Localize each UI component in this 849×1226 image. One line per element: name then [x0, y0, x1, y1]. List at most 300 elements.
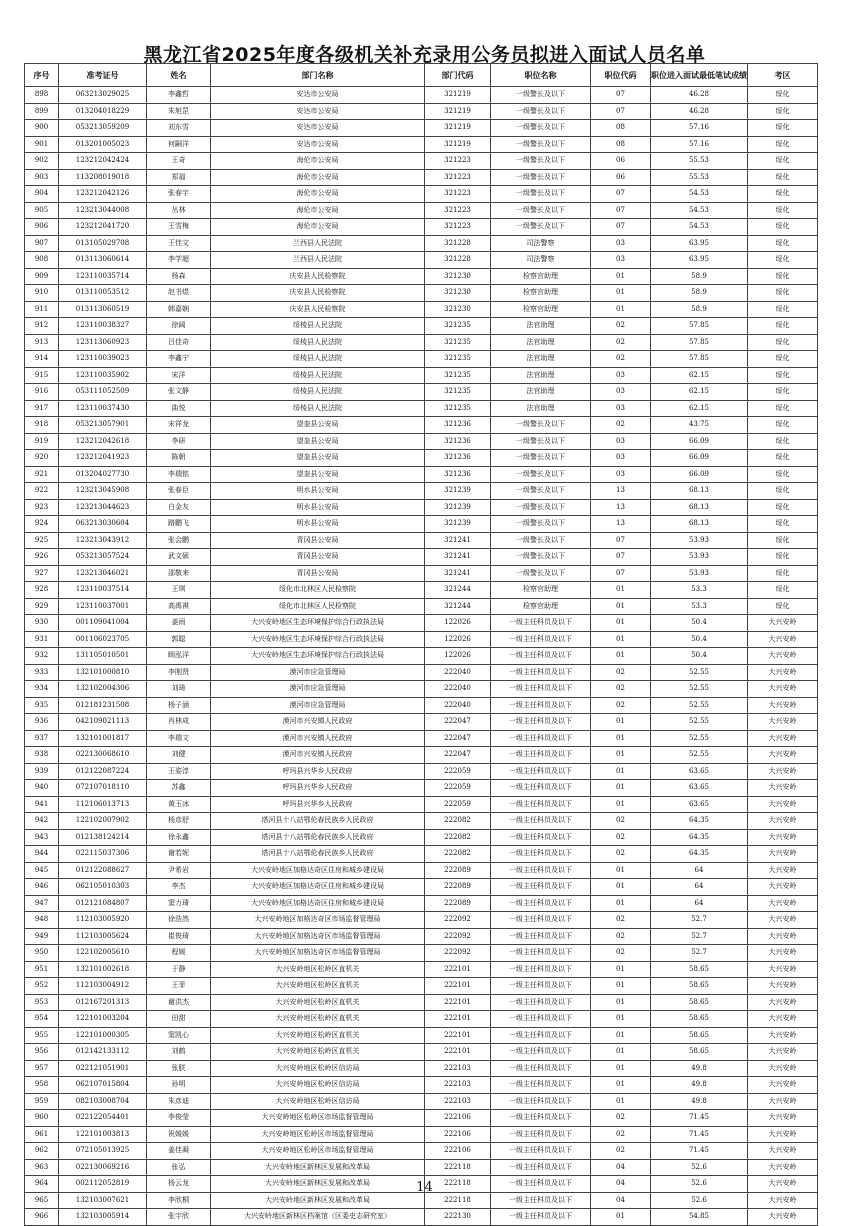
cell-department: 大兴安岭地区松岭区直机关 — [211, 994, 425, 1011]
cell-exam-area: 大兴安岭 — [748, 796, 818, 813]
cell-name: 黄玉冰 — [147, 796, 211, 813]
cell-department: 明水县公安局 — [211, 499, 425, 516]
cell-position-code: 08 — [591, 136, 651, 153]
cell-exam-id: 062107015804 — [59, 1077, 147, 1094]
cell-name: 徐浩然 — [147, 912, 211, 929]
cell-exam-area: 大兴安岭 — [748, 961, 818, 978]
cell-position-code: 07 — [591, 532, 651, 549]
cell-exam-area: 绥化 — [748, 318, 818, 335]
cell-exam-id: 123213044623 — [59, 499, 147, 516]
cell-min-score: 57.85 — [651, 351, 748, 368]
cell-dept-code: 122026 — [425, 631, 491, 648]
cell-exam-area: 绥化 — [748, 367, 818, 384]
table-row — [25, 978, 818, 995]
cell-exam-id: 123110035902 — [59, 367, 147, 384]
cell-exam-area: 大兴安岭 — [748, 1176, 818, 1193]
cell-dept-code: 321235 — [425, 367, 491, 384]
cell-position: 一级警长及以下 — [491, 499, 591, 516]
cell-exam-id: 132101002618 — [59, 961, 147, 978]
table-row — [25, 1143, 818, 1160]
cell-dept-code: 222101 — [425, 1011, 491, 1028]
cell-index: 946 — [25, 879, 59, 896]
cell-index: 953 — [25, 994, 59, 1011]
table-row — [25, 1011, 818, 1028]
cell-dept-code: 321223 — [425, 202, 491, 219]
cell-min-score: 49.8 — [651, 1060, 748, 1077]
cell-exam-id: 122102005610 — [59, 945, 147, 962]
cell-exam-area: 绥化 — [748, 169, 818, 186]
cell-department: 漠河市应急管理局 — [211, 681, 425, 698]
cell-exam-id: 013204027730 — [59, 466, 147, 483]
cell-dept-code: 321239 — [425, 483, 491, 500]
cell-position-code: 01 — [591, 598, 651, 615]
cell-exam-id: 122102007902 — [59, 813, 147, 830]
cell-dept-code: 321223 — [425, 219, 491, 236]
cell-position-code: 01 — [591, 1060, 651, 1077]
cell-exam-area: 大兴安岭 — [748, 994, 818, 1011]
cell-position: 一级主任科员及以下 — [491, 1077, 591, 1094]
cell-index: 958 — [25, 1077, 59, 1094]
cell-exam-id: 022130068610 — [59, 747, 147, 764]
cell-exam-id: 012121084807 — [59, 895, 147, 912]
cell-name: 郭聪 — [147, 631, 211, 648]
col-header-dept-code: 部门代码 — [425, 64, 491, 87]
cell-exam-id: 123212042424 — [59, 153, 147, 170]
cell-exam-id: 123113060923 — [59, 334, 147, 351]
table-row — [25, 813, 818, 830]
cell-dept-code: 321236 — [425, 450, 491, 467]
col-header-index: 序号 — [25, 64, 59, 87]
table-row — [25, 879, 818, 896]
cell-min-score: 66.09 — [651, 433, 748, 450]
cell-department: 海伦市公安局 — [211, 153, 425, 170]
cell-position-code: 02 — [591, 813, 651, 830]
cell-position-code: 03 — [591, 450, 651, 467]
cell-exam-id: 123212041720 — [59, 219, 147, 236]
table-row — [25, 450, 818, 467]
cell-name: 王雪梅 — [147, 219, 211, 236]
cell-position-code: 02 — [591, 928, 651, 945]
cell-position: 司法警察 — [491, 235, 591, 252]
cell-position-code: 01 — [591, 763, 651, 780]
cell-dept-code: 321241 — [425, 532, 491, 549]
cell-position-code: 01 — [591, 1044, 651, 1061]
table-row — [25, 648, 818, 665]
cell-min-score: 58.65 — [651, 961, 748, 978]
cell-department: 呼玛县兴华乡人民政府 — [211, 763, 425, 780]
table-row — [25, 697, 818, 714]
cell-exam-area: 绥化 — [748, 466, 818, 483]
cell-name: 张文静 — [147, 384, 211, 401]
cell-dept-code: 321236 — [425, 466, 491, 483]
cell-position-code: 02 — [591, 1110, 651, 1127]
cell-name: 王姿淳 — [147, 763, 211, 780]
cell-position-code: 02 — [591, 681, 651, 698]
cell-name: 顾泓洋 — [147, 648, 211, 665]
cell-dept-code: 321241 — [425, 565, 491, 582]
cell-department: 大兴安岭地区松岭区信访局 — [211, 1077, 425, 1094]
table-row — [25, 615, 818, 632]
cell-dept-code: 222089 — [425, 862, 491, 879]
cell-index: 942 — [25, 813, 59, 830]
cell-position-code: 03 — [591, 235, 651, 252]
cell-min-score: 71.45 — [651, 1126, 748, 1143]
cell-exam-id: 062105010303 — [59, 879, 147, 896]
cell-position-code: 13 — [591, 499, 651, 516]
cell-department: 大兴安岭地区加格达奇区住房和城乡建设局 — [211, 862, 425, 879]
table-row — [25, 186, 818, 203]
cell-name: 丛林 — [147, 202, 211, 219]
cell-min-score: 68.13 — [651, 516, 748, 533]
col-header-name: 姓名 — [147, 64, 211, 87]
cell-name: 程媛 — [147, 945, 211, 962]
cell-position-code: 01 — [591, 862, 651, 879]
cell-name: 李俊莹 — [147, 1110, 211, 1127]
cell-department: 呼玛县兴华乡人民政府 — [211, 780, 425, 797]
cell-position: 一级主任科员及以下 — [491, 928, 591, 945]
cell-department: 漠河市兴安镇人民政府 — [211, 714, 425, 731]
cell-name: 何嗣洋 — [147, 136, 211, 153]
cell-position-code: 03 — [591, 384, 651, 401]
cell-department: 绥棱县人民法院 — [211, 400, 425, 417]
table-row — [25, 532, 818, 549]
cell-department: 大兴安岭地区松岭区直机关 — [211, 1011, 425, 1028]
cell-min-score: 64.35 — [651, 846, 748, 863]
cell-position: 一级主任科员及以下 — [491, 1209, 591, 1226]
cell-exam-id: 012122088627 — [59, 862, 147, 879]
cell-exam-area: 大兴安岭 — [748, 1011, 818, 1028]
cell-dept-code: 321228 — [425, 252, 491, 269]
cell-name: 张春臣 — [147, 483, 211, 500]
cell-position: 检察官助理 — [491, 301, 591, 318]
cell-exam-area: 绥化 — [748, 582, 818, 599]
cell-position: 一级警长及以下 — [491, 549, 591, 566]
cell-dept-code: 222082 — [425, 829, 491, 846]
cell-position: 一级主任科员及以下 — [491, 1044, 591, 1061]
cell-dept-code: 321236 — [425, 433, 491, 450]
cell-position: 一级主任科员及以下 — [491, 961, 591, 978]
cell-index: 927 — [25, 565, 59, 582]
cell-index: 948 — [25, 912, 59, 929]
table-row — [25, 862, 818, 879]
cell-min-score: 54.53 — [651, 186, 748, 203]
cell-department: 大兴安岭地区松岭区市场监督管理局 — [211, 1143, 425, 1160]
col-header-position: 职位名称 — [491, 64, 591, 87]
cell-exam-id: 002112052819 — [59, 1176, 147, 1193]
cell-dept-code: 222101 — [425, 961, 491, 978]
cell-name: 张会鹏 — [147, 532, 211, 549]
table-row — [25, 235, 818, 252]
cell-department: 大兴安岭地区生态环境保护综合行政执法局 — [211, 615, 425, 632]
cell-min-score: 58.9 — [651, 285, 748, 302]
cell-exam-area: 大兴安岭 — [748, 945, 818, 962]
cell-position-code: 04 — [591, 1192, 651, 1209]
cell-dept-code: 222059 — [425, 796, 491, 813]
cell-min-score: 64.35 — [651, 829, 748, 846]
cell-dept-code: 222101 — [425, 1027, 491, 1044]
cell-exam-id: 001109041004 — [59, 615, 147, 632]
cell-name: 郑福 — [147, 169, 211, 186]
cell-position: 法官助理 — [491, 351, 591, 368]
cell-name: 孙明 — [147, 1077, 211, 1094]
table-row — [25, 1093, 818, 1110]
table-row — [25, 631, 818, 648]
cell-min-score: 46.28 — [651, 87, 748, 104]
cell-name: 李鑫宁 — [147, 351, 211, 368]
cell-position-code: 01 — [591, 796, 651, 813]
cell-index: 911 — [25, 301, 59, 318]
cell-position: 法官助理 — [491, 367, 591, 384]
cell-index: 919 — [25, 433, 59, 450]
cell-position: 一级警长及以下 — [491, 136, 591, 153]
cell-position-code: 03 — [591, 252, 651, 269]
cell-exam-area: 大兴安岭 — [748, 763, 818, 780]
cell-position: 一级主任科员及以下 — [491, 1176, 591, 1193]
cell-position: 一级主任科员及以下 — [491, 796, 591, 813]
cell-min-score: 64 — [651, 862, 748, 879]
table-row — [25, 268, 818, 285]
cell-exam-id: 113208019018 — [59, 169, 147, 186]
cell-min-score: 52.55 — [651, 747, 748, 764]
cell-name: 陈朝 — [147, 450, 211, 467]
cell-department: 大兴安岭地区加格达奇区市场监督管理局 — [211, 912, 425, 929]
cell-name: 高禹祺 — [147, 598, 211, 615]
cell-exam-id: 013204018229 — [59, 103, 147, 120]
cell-dept-code: 222082 — [425, 846, 491, 863]
cell-name: 李鑫哲 — [147, 87, 211, 104]
cell-exam-area: 绥化 — [748, 483, 818, 500]
table-row — [25, 367, 818, 384]
cell-dept-code: 222103 — [425, 1060, 491, 1077]
cell-name: 祝媛媛 — [147, 1126, 211, 1143]
cell-index: 906 — [25, 219, 59, 236]
cell-index: 957 — [25, 1060, 59, 1077]
cell-position-code: 02 — [591, 1126, 651, 1143]
table-row — [25, 516, 818, 533]
cell-exam-area: 绥化 — [748, 235, 818, 252]
cell-dept-code: 222118 — [425, 1176, 491, 1193]
cell-name: 谢洪杰 — [147, 994, 211, 1011]
cell-position: 一级主任科员及以下 — [491, 1192, 591, 1209]
cell-name: 窦凯心 — [147, 1027, 211, 1044]
cell-name: 张弘 — [147, 1159, 211, 1176]
cell-position: 一级警长及以下 — [491, 153, 591, 170]
cell-position-code: 08 — [591, 120, 651, 137]
cell-name: 徐阔 — [147, 318, 211, 335]
cell-exam-id: 013113060519 — [59, 301, 147, 318]
cell-position-code: 07 — [591, 202, 651, 219]
page-number: 14 — [416, 1180, 433, 1195]
cell-index: 915 — [25, 367, 59, 384]
cell-exam-id: 063213030604 — [59, 516, 147, 533]
cell-index: 947 — [25, 895, 59, 912]
cell-name: 张朕 — [147, 1060, 211, 1077]
cell-index: 923 — [25, 499, 59, 516]
cell-position: 一级主任科员及以下 — [491, 813, 591, 830]
cell-dept-code: 321223 — [425, 186, 491, 203]
cell-exam-id: 122101000305 — [59, 1027, 147, 1044]
cell-exam-id: 042109021113 — [59, 714, 147, 731]
cell-position: 法官助理 — [491, 384, 591, 401]
cell-name: 韩嘉娴 — [147, 301, 211, 318]
cell-index: 925 — [25, 532, 59, 549]
cell-index: 917 — [25, 400, 59, 417]
cell-dept-code: 321235 — [425, 351, 491, 368]
cell-min-score: 52.55 — [651, 730, 748, 747]
cell-dept-code: 321223 — [425, 169, 491, 186]
cell-index: 943 — [25, 829, 59, 846]
cell-position: 一级警长及以下 — [491, 532, 591, 549]
table-row — [25, 1209, 818, 1226]
cell-min-score: 52.6 — [651, 1176, 748, 1193]
cell-exam-area: 绥化 — [748, 285, 818, 302]
cell-name: 尹希岩 — [147, 862, 211, 879]
cell-min-score: 64 — [651, 879, 748, 896]
cell-index: 938 — [25, 747, 59, 764]
cell-exam-area: 绥化 — [748, 598, 818, 615]
cell-min-score: 58.65 — [651, 1027, 748, 1044]
cell-name: 杨云龙 — [147, 1176, 211, 1193]
cell-position: 一级警长及以下 — [491, 186, 591, 203]
cell-position-code: 01 — [591, 1093, 651, 1110]
cell-index: 930 — [25, 615, 59, 632]
cell-dept-code: 321241 — [425, 549, 491, 566]
cell-position: 检察官助理 — [491, 582, 591, 599]
cell-dept-code: 222118 — [425, 1159, 491, 1176]
cell-position: 一级主任科员及以下 — [491, 714, 591, 731]
cell-index: 916 — [25, 384, 59, 401]
cell-index: 952 — [25, 978, 59, 995]
cell-dept-code: 222103 — [425, 1093, 491, 1110]
cell-dept-code: 222101 — [425, 1044, 491, 1061]
cell-exam-area: 大兴安岭 — [748, 1027, 818, 1044]
cell-exam-area: 绥化 — [748, 549, 818, 566]
cell-exam-area: 绥化 — [748, 87, 818, 104]
table-row — [25, 417, 818, 434]
cell-position-code: 01 — [591, 1077, 651, 1094]
cell-exam-id: 132102004306 — [59, 681, 147, 698]
cell-position: 一级主任科员及以下 — [491, 664, 591, 681]
cell-position-code: 07 — [591, 103, 651, 120]
cell-exam-id: 123110035714 — [59, 268, 147, 285]
table-row — [25, 153, 818, 170]
cell-position: 一级主任科员及以下 — [491, 747, 591, 764]
table-header-row — [25, 64, 818, 87]
cell-dept-code: 222040 — [425, 681, 491, 698]
cell-department: 青冈县公安局 — [211, 532, 425, 549]
cell-index: 951 — [25, 961, 59, 978]
cell-dept-code: 222092 — [425, 912, 491, 929]
cell-dept-code: 321230 — [425, 285, 491, 302]
cell-position: 一级主任科员及以下 — [491, 1060, 591, 1077]
cell-exam-area: 绥化 — [748, 565, 818, 582]
cell-exam-id: 072107018110 — [59, 780, 147, 797]
cell-department: 塔河县十八站鄂伦春民族乡人民政府 — [211, 846, 425, 863]
cell-exam-id: 132103005914 — [59, 1209, 147, 1226]
table-row — [25, 681, 818, 698]
cell-index: 944 — [25, 846, 59, 863]
cell-position-code: 01 — [591, 780, 651, 797]
cell-department: 海伦市公安局 — [211, 186, 425, 203]
cell-min-score: 63.95 — [651, 235, 748, 252]
cell-department: 绥棱县人民法院 — [211, 384, 425, 401]
cell-index: 936 — [25, 714, 59, 731]
cell-department: 望奎县公安局 — [211, 433, 425, 450]
cell-dept-code: 321219 — [425, 136, 491, 153]
cell-min-score: 49.8 — [651, 1077, 748, 1094]
cell-exam-id: 053111052509 — [59, 384, 147, 401]
cell-position: 检察官助理 — [491, 285, 591, 302]
cell-index: 960 — [25, 1110, 59, 1127]
cell-min-score: 63.65 — [651, 763, 748, 780]
cell-index: 940 — [25, 780, 59, 797]
cell-exam-area: 大兴安岭 — [748, 714, 818, 731]
cell-min-score: 63.65 — [651, 796, 748, 813]
table-row — [25, 202, 818, 219]
table-row — [25, 747, 818, 764]
cell-exam-id: 122101003204 — [59, 1011, 147, 1028]
table-row — [25, 483, 818, 500]
cell-exam-area: 大兴安岭 — [748, 912, 818, 929]
cell-name: 李研 — [147, 433, 211, 450]
cell-position-code: 03 — [591, 400, 651, 417]
cell-position: 一级主任科员及以下 — [491, 1027, 591, 1044]
cell-exam-id: 013110053512 — [59, 285, 147, 302]
cell-position-code: 01 — [591, 994, 651, 1011]
cell-exam-area: 大兴安岭 — [748, 879, 818, 896]
cell-index: 935 — [25, 697, 59, 714]
cell-position: 检察官助理 — [491, 598, 591, 615]
cell-position-code: 01 — [591, 631, 651, 648]
cell-dept-code: 222103 — [425, 1077, 491, 1094]
cell-min-score: 58.65 — [651, 1044, 748, 1061]
cell-exam-area: 大兴安岭 — [748, 1159, 818, 1176]
cell-position-code: 01 — [591, 1209, 651, 1226]
cell-min-score: 58.9 — [651, 301, 748, 318]
cell-exam-id: 132103007621 — [59, 1192, 147, 1209]
cell-exam-area: 绥化 — [748, 202, 818, 219]
cell-position-code: 06 — [591, 169, 651, 186]
cell-position: 一级警长及以下 — [491, 120, 591, 137]
cell-dept-code: 321228 — [425, 235, 491, 252]
cell-position: 一级主任科员及以下 — [491, 879, 591, 896]
table-row — [25, 565, 818, 582]
cell-index: 918 — [25, 417, 59, 434]
cell-department: 绥棱县人民法院 — [211, 334, 425, 351]
cell-position-code: 02 — [591, 318, 651, 335]
col-header-exam-area: 考区 — [748, 64, 818, 87]
cell-position-code: 07 — [591, 186, 651, 203]
cell-dept-code: 321236 — [425, 417, 491, 434]
cell-position-code: 02 — [591, 829, 651, 846]
cell-dept-code: 222118 — [425, 1192, 491, 1209]
cell-department: 海伦市公安局 — [211, 169, 425, 186]
cell-position-code: 02 — [591, 351, 651, 368]
cell-exam-id: 123212042126 — [59, 186, 147, 203]
cell-position: 法官助理 — [491, 334, 591, 351]
cell-index: 955 — [25, 1027, 59, 1044]
cell-exam-id: 123110037514 — [59, 582, 147, 599]
cell-min-score: 53.3 — [651, 582, 748, 599]
cell-department: 大兴安岭地区松岭区信访局 — [211, 1093, 425, 1110]
table-row — [25, 730, 818, 747]
cell-name: 刘琦 — [147, 681, 211, 698]
cell-department: 海伦市公安局 — [211, 219, 425, 236]
cell-position-code: 06 — [591, 153, 651, 170]
cell-department: 明水县公安局 — [211, 516, 425, 533]
cell-exam-id: 123110037430 — [59, 400, 147, 417]
cell-index: 908 — [25, 252, 59, 269]
